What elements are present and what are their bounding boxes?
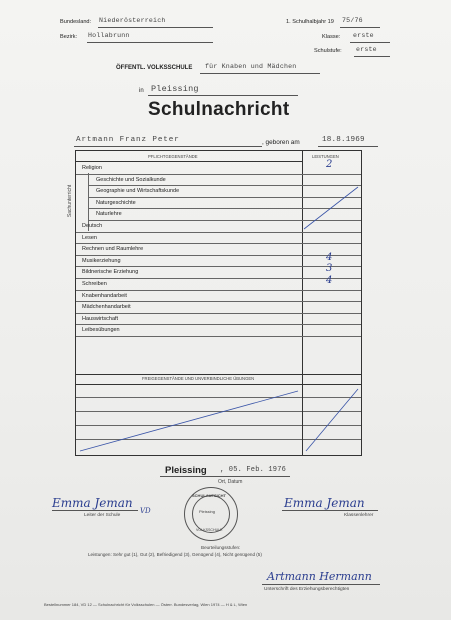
footer-place: Pleissing bbox=[165, 465, 207, 476]
subject-label: Geschichte und Sozialkunde bbox=[96, 176, 166, 183]
bewertung-text: Leistungen: Sehr gut (1), Gut (2), Befriedigend (3), Genügend (4), Nicht genügend (5) bbox=[88, 552, 262, 557]
schulstufe-label: Schulstufe: bbox=[314, 48, 342, 54]
geboren-label: , geboren am bbox=[262, 139, 300, 146]
in-label: in bbox=[139, 88, 144, 94]
bundesland-label: Bundesland: bbox=[60, 19, 92, 25]
student-name: Artmann Franz Peter bbox=[76, 136, 180, 144]
signature-principal: Emma Jeman bbox=[52, 496, 133, 510]
grade-value: 3 bbox=[326, 263, 333, 275]
grade-value: 4 bbox=[326, 251, 333, 263]
klasse-label: Klasse: bbox=[322, 34, 341, 40]
bottom-print-line: Bestellnummer 184, VD 12 — Schulnachricht für Volksschulen — Österr. Bundesverlag, Wien 1974 — H & L, Wien bbox=[44, 602, 248, 607]
subject-label: Hauswirtschaft bbox=[82, 315, 119, 322]
schule-value: für Knaben und Mädchen bbox=[205, 63, 297, 70]
col-subjects-header: PFLICHTGEGENSTÄNDE bbox=[148, 154, 198, 159]
stamp-text-top: SCHULAUFSICHT bbox=[192, 493, 226, 498]
signature-principal-suffix: VD bbox=[140, 507, 151, 515]
table-row bbox=[76, 324, 361, 337]
schuljahr-label: 1. Schulhalbjahr 19 bbox=[286, 19, 334, 25]
bezirk-value: Hollabrunn bbox=[88, 32, 130, 39]
subject-label: Schreiben bbox=[82, 281, 107, 287]
schuljahr-value: 75/76 bbox=[342, 17, 363, 24]
subject-label: Bildnerische Erziehung bbox=[82, 269, 139, 276]
subject-label: Knabenhandarbeit bbox=[82, 292, 127, 299]
bewertung-title: Beurteilungsstufen: bbox=[201, 545, 241, 550]
school-stamp bbox=[184, 487, 238, 541]
signature-parent: Artmann Hermann bbox=[267, 570, 372, 583]
subject-label: Naturgeschichte bbox=[96, 199, 136, 206]
grade-value: 2 bbox=[326, 159, 333, 170]
subject-label: Lesen bbox=[82, 234, 97, 241]
ort-value: Pleissing bbox=[151, 84, 199, 94]
subject-label: Religion bbox=[82, 165, 102, 171]
erziehung-label: Unterschrift des Erziehungsberechtigten bbox=[264, 587, 350, 592]
leiter-label: Leiter der Schule bbox=[84, 513, 121, 518]
stamp-text-mid: Pleissing bbox=[199, 509, 216, 514]
col-grades-header: LEISTUNGEN bbox=[312, 154, 339, 159]
birthdate: 18.8.1969 bbox=[322, 136, 365, 144]
ort-datum-label: Ort, Datum bbox=[218, 479, 243, 485]
subject-label: Leibesübungen bbox=[82, 327, 120, 334]
klassenlehrer-label: Klassenlehrer bbox=[344, 513, 374, 518]
freigegenstaende-header: FREIGEGENSTÄNDE UND UNVERBINDLICHE ÜBUNGEN bbox=[142, 376, 255, 381]
sachunterricht-label: Sachunterricht bbox=[67, 184, 74, 218]
klasse-value: erste bbox=[353, 32, 374, 39]
subject-label: Musikerziehung bbox=[82, 257, 121, 264]
grade-strike bbox=[302, 185, 362, 231]
subject-label: Geographie und Wirtschaftskunde bbox=[96, 188, 180, 195]
subject-label: Rechnen und Raumlehre bbox=[82, 246, 144, 253]
schulstufe-value: erste bbox=[356, 46, 377, 53]
bezirk-label: Bezirk: bbox=[60, 34, 78, 40]
strike-lines bbox=[76, 383, 361, 455]
subject-label: Mädchenhandarbeit bbox=[82, 304, 131, 311]
bundesland-value: Niederösterreich bbox=[99, 17, 166, 24]
signature-teacher: Emma Jeman bbox=[284, 496, 365, 510]
subject-label: Deutsch bbox=[82, 223, 103, 229]
grade-value: 4 bbox=[326, 275, 333, 286]
stamp-text-bottom: VOLKSSCHULE bbox=[196, 528, 223, 532]
footer-date: , 05. Feb. 1976 bbox=[220, 466, 287, 474]
page-title: Schulnachricht bbox=[148, 99, 290, 120]
subject-label: Naturlehre bbox=[96, 211, 122, 218]
schule-label: ÖFFENTL. VOLKSSCHULE bbox=[116, 65, 193, 71]
